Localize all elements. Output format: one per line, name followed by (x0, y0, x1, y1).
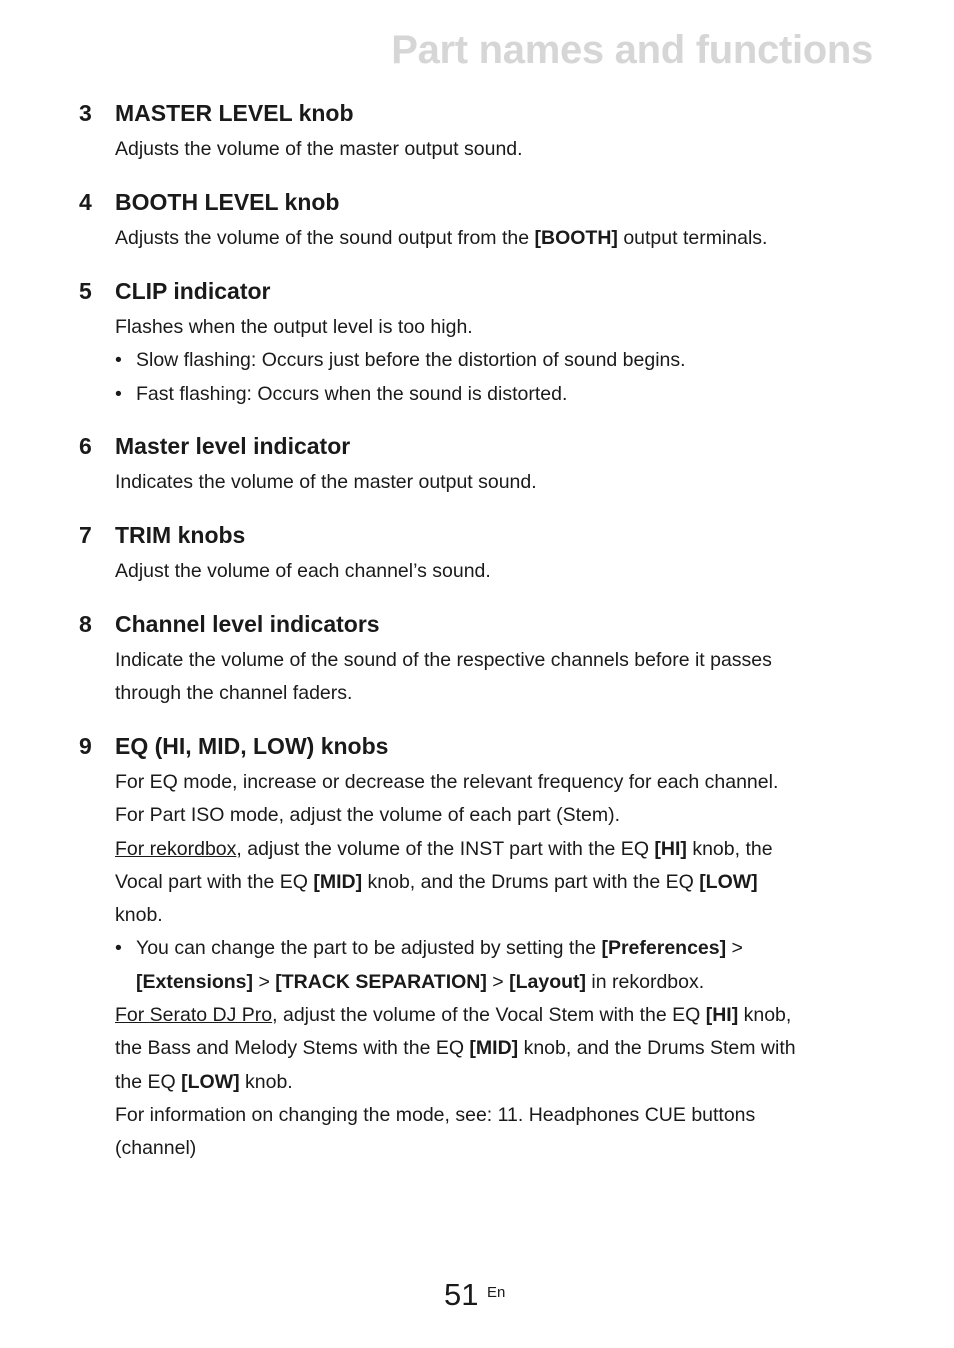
section-heading: CLIP indicator (115, 278, 271, 304)
section-body (115, 133, 875, 166)
booth-terminal-label: [BOOTH] (534, 227, 618, 249)
section-number: 8 (79, 611, 92, 637)
bullet-item: • Slow flashing: Occurs just before the distortion of sound begins. (115, 349, 686, 372)
body-text: Vocal part with the EQ [MID] knob, and the Drums part with the EQ [LOW] (115, 870, 758, 893)
section-heading: Channel level indicators (115, 611, 380, 637)
body-text: Adjusts the volume of the sound output from the [BOOTH] output terminals. (115, 227, 768, 249)
section-body (115, 766, 875, 1166)
section-body (115, 555, 875, 588)
body-text: For Part ISO mode, adjust the volume of each part (Stem). (115, 804, 621, 827)
section-heading: BOOTH LEVEL knob (115, 189, 340, 215)
section-heading: EQ (HI, MID, LOW) knobs (115, 733, 389, 759)
body-text: Adjust the volume of each channel’s sound. (115, 560, 491, 582)
section-body (115, 466, 875, 499)
body-text: the Bass and Melody Stems with the EQ [MID] knob, and the Drums Stem with (115, 1037, 796, 1060)
body-text: For rekordbox, adjust the volume of the INST part with the EQ [HI] knob, the (115, 837, 773, 860)
body-text: through the channel faders. (115, 682, 353, 705)
body-text: Flashes when the output level is too high. (115, 316, 473, 338)
body-text: Adjusts the volume of the master output sound. (115, 138, 523, 160)
section-number: 3 (79, 100, 92, 126)
body-text: For information on changing the mode, see: 11. Headphones CUE buttons (115, 1103, 756, 1126)
section-number: 7 (79, 522, 92, 548)
section-body (115, 311, 875, 411)
rekordbox-label: For rekordbox (115, 837, 237, 860)
page-language: En (487, 1284, 506, 1301)
body-text: knob. (115, 904, 163, 927)
section-body (115, 644, 875, 711)
section-number: 9 (79, 733, 92, 759)
body-text: (channel) (115, 1137, 197, 1160)
section-number: 5 (79, 278, 92, 304)
bullet-item: • Fast flashing: Occurs when the sound is distorted. (115, 382, 568, 405)
section-number: 6 (79, 433, 92, 459)
page-number: 51 (444, 1277, 479, 1312)
bullet-continuation: [Extensions] > [TRACK SEPARATION] > [Layout] in rekordbox. (136, 970, 705, 993)
section-number: 4 (79, 189, 92, 215)
serato-label: For Serato DJ Pro (115, 1004, 273, 1027)
section-heading: MASTER LEVEL knob (115, 100, 354, 126)
body-text: For Serato DJ Pro, adjust the volume of the Vocal Stem with the EQ [HI] knob, (115, 1004, 792, 1027)
body-text: For EQ mode, increase or decrease the relevant frequency for each channel. (115, 771, 779, 793)
body-text: the EQ [LOW] knob. (115, 1070, 293, 1093)
section-body (115, 222, 875, 255)
bullet-item: • You can change the part to be adjusted by setting the [Preferences] > (115, 937, 743, 960)
section-heading: TRIM knobs (115, 522, 246, 548)
page-title: Part names and functions (391, 28, 873, 72)
section-heading: Master level indicator (115, 433, 351, 459)
body-text: Indicates the volume of the master output sound. (115, 471, 537, 493)
body-text: Indicate the volume of the sound of the respective channels before it passes (115, 649, 772, 671)
